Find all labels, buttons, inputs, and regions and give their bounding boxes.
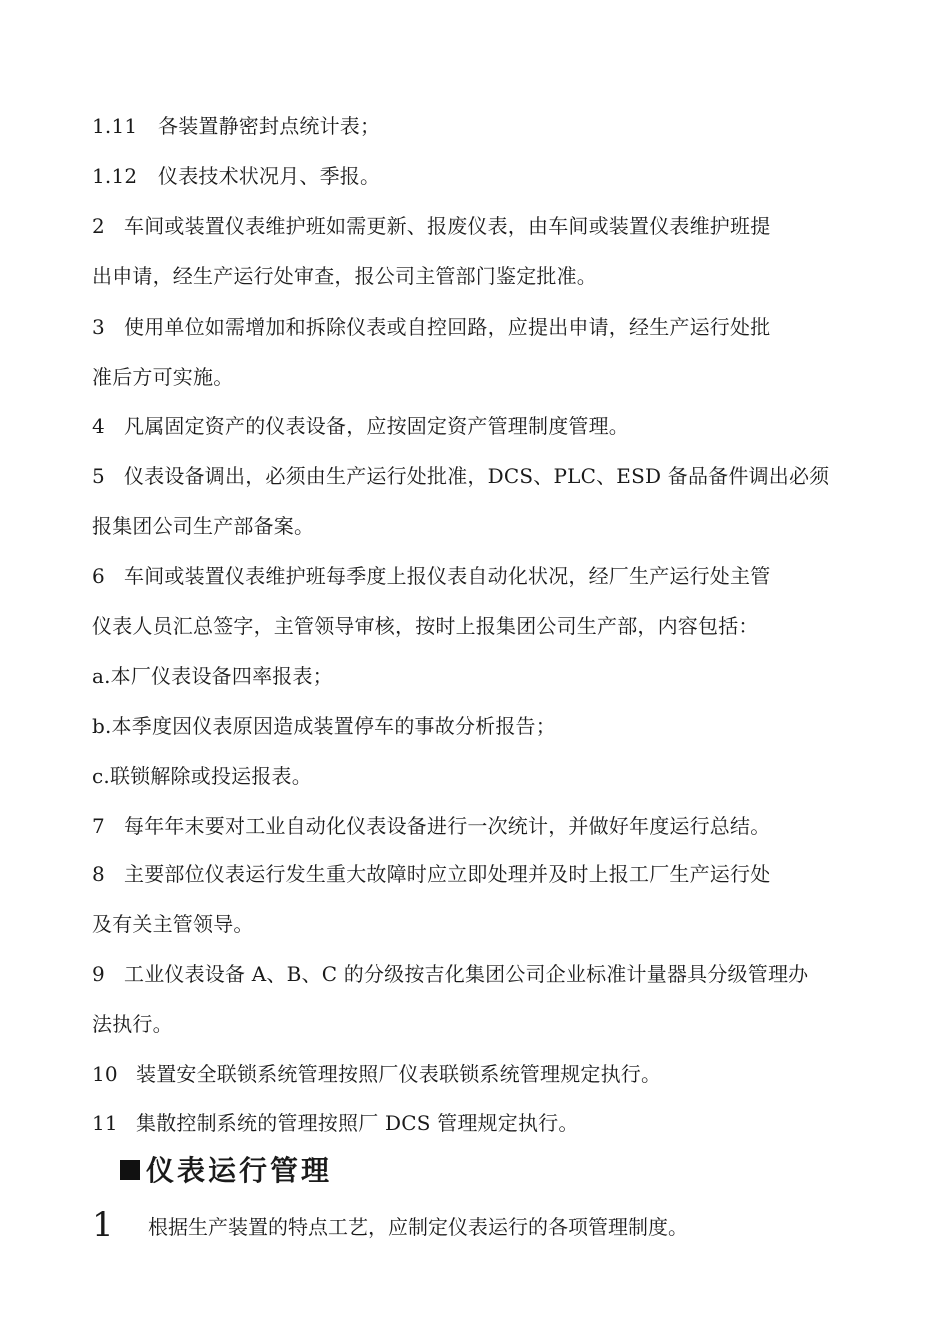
clause-9-continued [92, 1012, 173, 1036]
clause-text: 装置安全联锁系统管理按照厂仪表联锁系统管理规定执行。 [136, 1062, 662, 1086]
clause-9 [92, 962, 808, 986]
clause-number: 4 [92, 414, 105, 438]
clause-text: 法执行。 [92, 1012, 173, 1036]
clause-1-11 [92, 114, 380, 138]
clause-1-12 [92, 164, 380, 188]
clause-3-continued [92, 365, 233, 389]
clause-number: 6 [92, 564, 105, 588]
clause-number: 2 [92, 214, 105, 238]
clause-4 [92, 414, 629, 438]
clause-number: 7 [92, 814, 105, 838]
square-bullet-icon [120, 1160, 140, 1180]
clause-text: 仪表设备调出，必须由生产运行处批准，DCS、PLC、ESD 备品备件调出必须 [124, 464, 830, 488]
clause-text: c.联锁解除或投运报表。 [92, 764, 312, 788]
clause-11 [92, 1111, 579, 1135]
section-item-text: 根据生产装置的特点工艺，应制定仪表运行的各项管理制度。 [148, 1215, 688, 1239]
clause-number: 1.12 [92, 164, 138, 188]
clause-text: 准后方可实施。 [92, 365, 234, 389]
clause-text: 车间或装置仪表维护班每季度上报仪表自动化状况，经厂生产运行处主管 [124, 564, 771, 588]
section-heading [120, 1153, 332, 1189]
clause-text: 车间或装置仪表维护班如需更新、报废仪表，由车间或装置仪表维护班提 [124, 214, 771, 238]
clause-text: 每年年末要对工业自动化仪表设备进行一次统计，并做好年度运行总结。 [124, 814, 771, 838]
clause-text: 报集团公司生产部备案。 [92, 514, 315, 538]
clause-6-item-a [92, 664, 333, 688]
clause-text: 仪表技术状况月、季报。 [158, 164, 381, 188]
clause-number: 8 [92, 862, 105, 886]
clause-number: 9 [92, 962, 105, 986]
clause-6-item-b [92, 714, 556, 738]
clause-number: 5 [92, 464, 105, 488]
clause-2-continued [92, 264, 597, 288]
section-title: 仪表运行管理 [146, 1154, 333, 1187]
clause-number: 11 [92, 1111, 118, 1135]
clause-text: 仪表人员汇总签字，主管领导审核，按时上报集团公司生产部，内容包括： [92, 614, 759, 638]
clause-text: 各装置静密封点统计表； [158, 114, 381, 138]
clause-text: 主要部位仪表运行发生重大故障时应立即处理并及时上报工厂生产运行处 [124, 862, 771, 886]
clause-text: a.本厂仪表设备四率报表； [92, 664, 333, 688]
clause-7 [92, 814, 770, 838]
clause-5 [92, 464, 829, 488]
clause-3 [92, 315, 770, 339]
clause-8-continued [92, 912, 254, 936]
clause-text: b.本季度因仪表原因造成装置停车的事故分析报告； [92, 714, 556, 738]
clause-8 [92, 862, 770, 886]
clause-text: 出申请，经生产运行处审查，报公司主管部门鉴定批准。 [92, 264, 597, 288]
clause-2 [92, 214, 770, 238]
section-item-number: 1 [92, 1205, 114, 1245]
clause-text: 工业仪表设备 A、B、C 的分级按吉化集团公司企业标准计量器具分级管理办 [124, 962, 809, 986]
clause-number: 3 [92, 315, 105, 339]
clause-10 [92, 1062, 661, 1086]
clause-text: 凡属固定资产的仪表设备，应按固定资产管理制度管理。 [124, 414, 629, 438]
clause-6 [92, 564, 770, 588]
clause-text: 及有关主管领导。 [92, 912, 254, 936]
clause-text: 使用单位如需增加和拆除仪表或自控回路，应提出申请，经生产运行处批 [124, 315, 771, 339]
clause-5-continued [92, 514, 314, 538]
clause-text: 集散控制系统的管理按照厂 DCS 管理规定执行。 [136, 1111, 579, 1135]
clause-number: 10 [92, 1062, 118, 1086]
clause-6-item-c [92, 764, 312, 788]
clause-6-continued [92, 614, 759, 638]
clause-number: 1.11 [92, 114, 138, 138]
